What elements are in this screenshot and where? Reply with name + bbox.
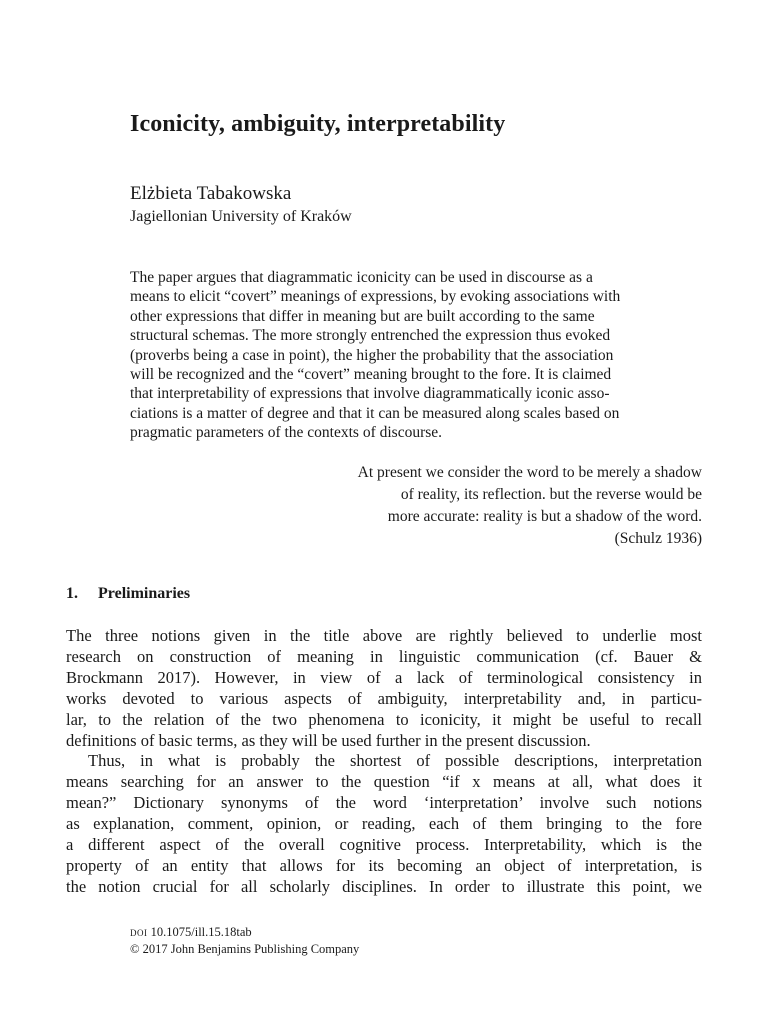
author-affiliation: Jagiellonian University of Kraków <box>130 208 352 225</box>
paper-title: Iconicity, ambiguity, interpretability <box>130 111 506 137</box>
body-line: a different aspect of the overall cognitive process. Interpretability, which is the <box>66 835 702 855</box>
section-title: Preliminaries <box>98 585 191 602</box>
body-line: definitions of basic terms, as they will be used further in the present discussion. <box>66 730 591 750</box>
doi-label: doi <box>130 925 148 939</box>
body-line: works devoted to various aspects of ambiguity, interpretability and, in particu- <box>66 688 702 708</box>
abstract-line: The paper argues that diagrammatic iconicity can be used in discourse as a <box>130 269 593 286</box>
abstract-line: (proverbs being a case in point), the higher the probability that the association <box>130 346 614 364</box>
epigraph <box>200 462 702 550</box>
author-name: Elżbieta Tabakowska <box>130 183 292 204</box>
epigraph-line: of reality, its reflection. but the reverse would be <box>400 486 702 503</box>
epigraph-source: (Schulz 1936) <box>614 530 702 547</box>
section-heading <box>66 583 190 605</box>
body-line: Thus, in what is probably the shortest of possible descriptions, interpretation <box>88 751 702 771</box>
abstract-line: pragmatic parameters of the contexts of discourse. <box>130 424 443 442</box>
body-line: Brockmann 2017). However, in view of a lack of terminological consistency in <box>66 667 702 687</box>
abstract-line: structural schemas. The more strongly entrenched the expression thus evoked <box>130 327 611 345</box>
body-line: as explanation, comment, opinion, or reading, each of them bringing to the fore <box>66 814 702 834</box>
body-line: means searching for an answer to the question “if x means at all, what does it <box>66 772 702 792</box>
section-number: 1. <box>66 585 78 602</box>
body-line: The three notions given in the title above are rightly believed to underlie most <box>66 626 702 645</box>
body-line: lar, to the relation of the two phenomena to iconicity, it might be useful to recall <box>66 709 702 729</box>
doi-line <box>130 924 359 941</box>
doi-value[interactable]: 10.1075/ill.15.18tab <box>150 925 252 939</box>
copyright: © 2017 John Benjamins Publishing Company <box>130 942 360 956</box>
abstract <box>130 268 698 443</box>
epigraph-line: At present we consider the word to be merely a shadow <box>357 464 702 481</box>
body-line: research on construction of meaning in linguistic communication (cf. Bauer & <box>66 646 702 666</box>
body-line: the notion crucial for all scholarly disciplines. In order to illustrate this point, we <box>66 876 702 896</box>
abstract-line: means to elicit “covert” meanings of expressions, by evoking associations with <box>130 288 621 306</box>
body-line: mean?” Dictionary synonyms of the word ‘interpretation’ involve such notions <box>66 793 702 813</box>
body-line: property of an entity that allows for its becoming an object of interpretation, is <box>66 855 702 875</box>
abstract-line: other expressions that differ in meaning but are built according to the same <box>130 307 595 325</box>
footer <box>130 924 359 958</box>
epigraph-line: more accurate: reality is but a shadow of the word. <box>387 508 702 525</box>
abstract-line: ciations is a matter of degree and that it can be measured along scales based on <box>130 404 620 422</box>
abstract-line: will be recognized and the “covert” meaning brought to the fore. It is claimed <box>130 366 612 384</box>
abstract-line: that interpretability of expressions that involve diagrammatically iconic asso- <box>130 385 610 403</box>
body-text <box>66 626 702 898</box>
